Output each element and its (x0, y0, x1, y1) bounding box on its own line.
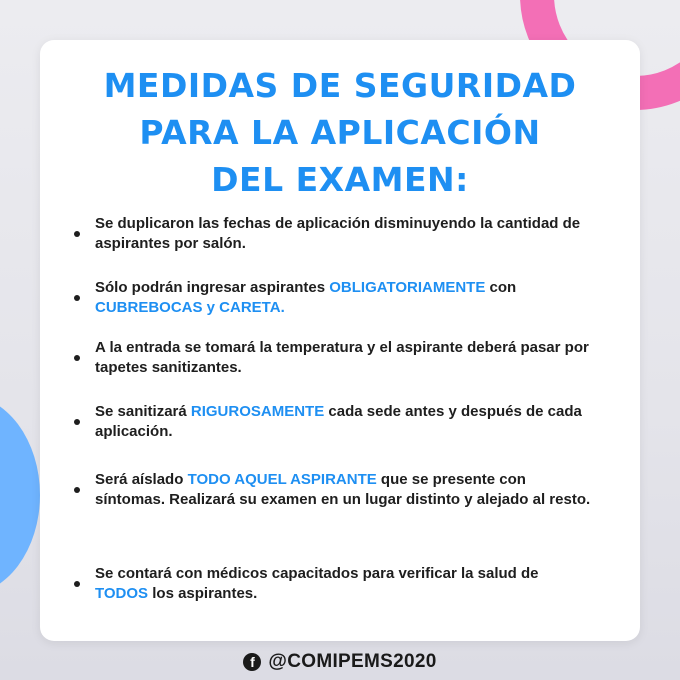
page-title (40, 62, 640, 203)
list-item-temperature: A la entrada se tomará la temperatura y el aspirante deberá pasar por tapetes sanitizantes. (95, 338, 595, 378)
title-line-1: MEDIDAS DE SEGURIDAD (103, 66, 577, 105)
list-item-sanitize: Se sanitizará RIGUROSAMENTE cada sede antes y después de cada aplicación. (95, 402, 595, 442)
list-item-duplicated-dates: Se duplicaron las fechas de aplicación disminuyendo la cantidad de aspirantes por salón. (95, 214, 595, 254)
social-footer (0, 651, 680, 673)
highlight-text: OBLIGATORIAMENTE (329, 279, 486, 296)
title-line-2: PARA LA APLICACIÓN (139, 113, 541, 152)
list-item-isolation: Será aíslado TODO AQUEL ASPIRANTE que se presente con síntomas. Realizará su examen en un lugar distinto y alejado al resto. (95, 470, 595, 510)
bullet-icon (74, 355, 80, 361)
list-item-mandatory-masks: Sólo podrán ingresar aspirantes OBLIGATORIAMENTE con CUBREBOCAS y CARETA. (95, 278, 595, 318)
social-handle[interactable]: @COMIPEMS2020 (268, 651, 437, 672)
highlight-text: RIGUROSAMENTE (190, 403, 325, 420)
bullet-icon (74, 295, 80, 301)
bullet-icon (74, 581, 80, 587)
highlight-text: TODOS (95, 585, 149, 602)
highlight-text: CUBREBOCAS y CARETA. (95, 299, 285, 316)
bullet-icon (74, 231, 80, 237)
info-card (40, 40, 640, 641)
bullet-icon (74, 419, 80, 425)
title-line-3: DEL EXAMEN: (211, 160, 469, 199)
facebook-icon[interactable]: f (243, 653, 261, 671)
list-item-doctors: Se contará con médicos capacitados para verificar la salud de TODOS los aspirantes. (95, 564, 595, 604)
highlight-text: TODO AQUEL ASPIRANTE (187, 471, 377, 488)
decorative-blue-circle (0, 395, 40, 595)
bullet-icon (74, 487, 80, 493)
